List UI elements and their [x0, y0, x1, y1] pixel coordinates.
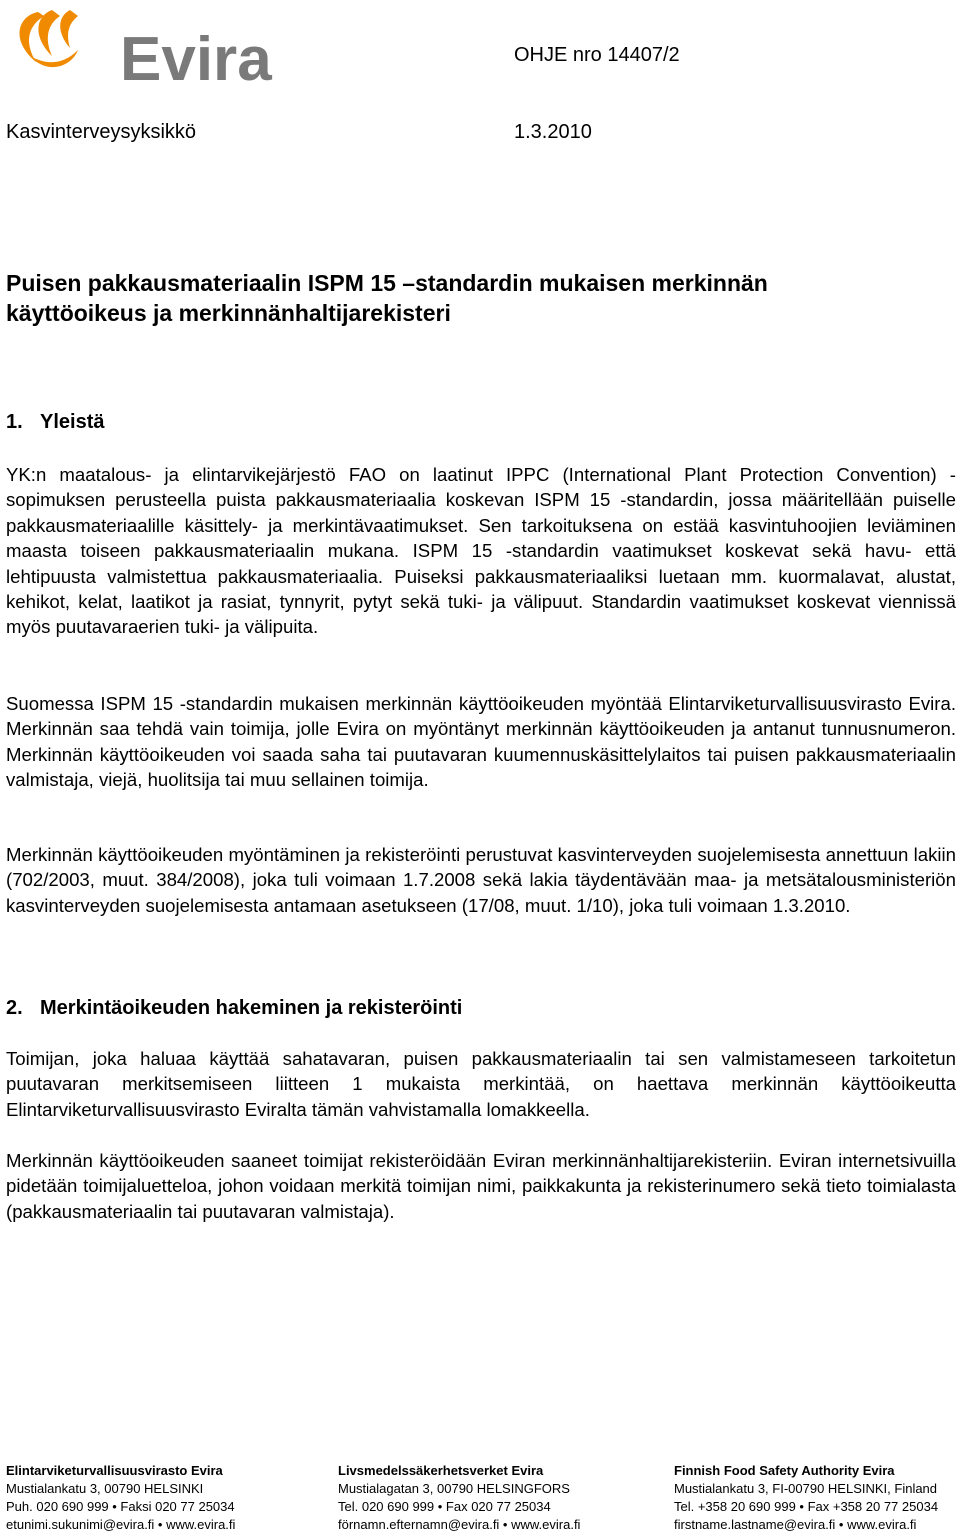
section-1-number: 1.: [6, 411, 23, 433]
section-1-title: Yleistä: [40, 411, 105, 433]
issuing-unit: Kasvinterveysyksikkö: [6, 121, 197, 143]
footer-column-fi: [6, 1462, 326, 1534]
footer-org-name: Finnish Food Safety Authority Evira: [674, 1463, 895, 1478]
footer-org-name: Elintarviketurvallisuusvirasto Evira: [6, 1463, 223, 1478]
section-1-paragraph-1: YK:n maatalous- ja elintarvikejärjestö FAO on laatinut IPPC (International Plant Protection Convention) -sopimuksen perusteella puista pakkausmateriaalia koskevan ISPM 15 -standardin, jossa määritellään puiselle pakkausmateriaalille käsittely- ja merkintävaatimukset. Sen tarkoituksena on estää kasvintuhoojien leviäminen maasta toiseen pakkausmateriaalin mukana. ISPM 15 -standardin vaatimukset koskevat sekä havu- että lehtipuusta valmistettua pakkausmateriaalia. Puiseksi pakkausmateriaaliksi luetaan mm. kuormalavat, alustat, kehikot, kelat, laatikot ja rasiat, tynnyrit, pytyt sekä tuki- ja välipuut. Standardin vaatimukset koskevat viennissä myös puutavaraerien tuki- ja välipuita.: [6, 464, 956, 638]
section-2-paragraph-2: Merkinnän käyttöoikeuden saaneet toimijat rekisteröidään Eviran merkinnänhaltijarekisteriin. Eviran internetsivuilla pidetään toimijaluetteloa, johon voidaan merkitä toimijan nimi, paikkakunta ja rekisterinumero sekä tieto toimialasta (pakkausmateriaalin tai puutavaran valmistaja).: [6, 1150, 956, 1222]
footer-contact-link[interactable]: firstname.lastname@evira.fi • www.evira.fi: [674, 1517, 917, 1532]
footer-column-sv: [338, 1462, 658, 1534]
footer-column-en: [674, 1462, 958, 1534]
section-2-heading: [6, 997, 462, 1020]
section-1-paragraph-3: Merkinnän käyttöoikeuden myöntäminen ja rekisteröinti perustuvat kasvinterveyden suojelemisesta annettuun lakiin (702/2003, muut. 384/2008), joka tuli voimaan 1.7.2008 sekä lakia täydentävään maa- ja metsätalousministeriön kasvinterveyden suojelemisesta antamaan asetukseen (17/08, muut. 1/10), joka tuli voimaan 1.3.2010.: [6, 844, 956, 916]
document-title: [6, 268, 956, 328]
section-2-number: 2.: [6, 997, 23, 1019]
document-date: 1.3.2010: [514, 121, 592, 143]
footer-phone: Tel. 020 690 999 • Fax 020 77 25034: [338, 1499, 551, 1514]
title-line-2: käyttöoikeus ja merkinnänhaltijarekisteri: [6, 300, 451, 326]
title-line-1: Puisen pakkausmateriaalin ISPM 15 –standardin mukaisen merkinnän: [6, 270, 768, 296]
section-2-title: Merkintäoikeuden hakeminen ja rekisteröinti: [40, 997, 463, 1019]
footer-address: Mustialankatu 3, 00790 HELSINKI: [6, 1481, 204, 1496]
footer-org-name: Livsmedelssäkerhetsverket Evira: [338, 1463, 544, 1478]
section-2-paragraph-1: Toimijan, joka haluaa käyttää sahatavaran, puisen pakkausmateriaalin tai sen valmistameseen tarkoitetun puutavaran merkitsemiseen liitteen 1 mukaista merkintää, on haettava merkinnän käyttöoikeutta Elintarviketurvallisuusvirasto Eviralta tämän vahvistamalla lomakkeella.: [6, 1048, 956, 1120]
footer-contact-link[interactable]: förnamn.efternamn@evira.fi • www.evira.fi: [338, 1517, 581, 1532]
evira-logo-mark: [8, 6, 278, 90]
footer-phone: Tel. +358 20 690 999 • Fax +358 20 77 25034: [674, 1499, 939, 1514]
footer-address: Mustialankatu 3, FI-00790 HELSINKI, Finland: [674, 1481, 938, 1496]
footer-address: Mustialagatan 3, 00790 HELSINGFORS: [338, 1481, 570, 1496]
section-1-heading: [6, 411, 104, 434]
footer-phone: Puh. 020 690 999 • Faksi 020 77 25034: [6, 1499, 235, 1514]
footer-contact-link[interactable]: etunimi.sukunimi@evira.fi • www.evira.fi: [6, 1517, 236, 1532]
logo-wordmark: Evira: [120, 25, 272, 90]
section-1-paragraph-2: Suomessa ISPM 15 -standardin mukaisen merkinnän käyttöoikeuden myöntää Elintarviketurvallisuusvirasto Evira. Merkinnän saa tehdä vain toimija, jolle Evira on myöntänyt merkinnän käyttöoikeuden ja antanut tunnusnumeron. Merkinnän käyttöoikeuden voi saada saha tai puutavaran kuumennuskäsittelylaitos tai puisen pakkausmateriaalin valmistaja, viejä, huolitsija tai muu sellainen toimija.: [6, 693, 956, 791]
document-number: OHJE nro 14407/2: [514, 44, 680, 66]
evira-logo: [8, 6, 278, 90]
